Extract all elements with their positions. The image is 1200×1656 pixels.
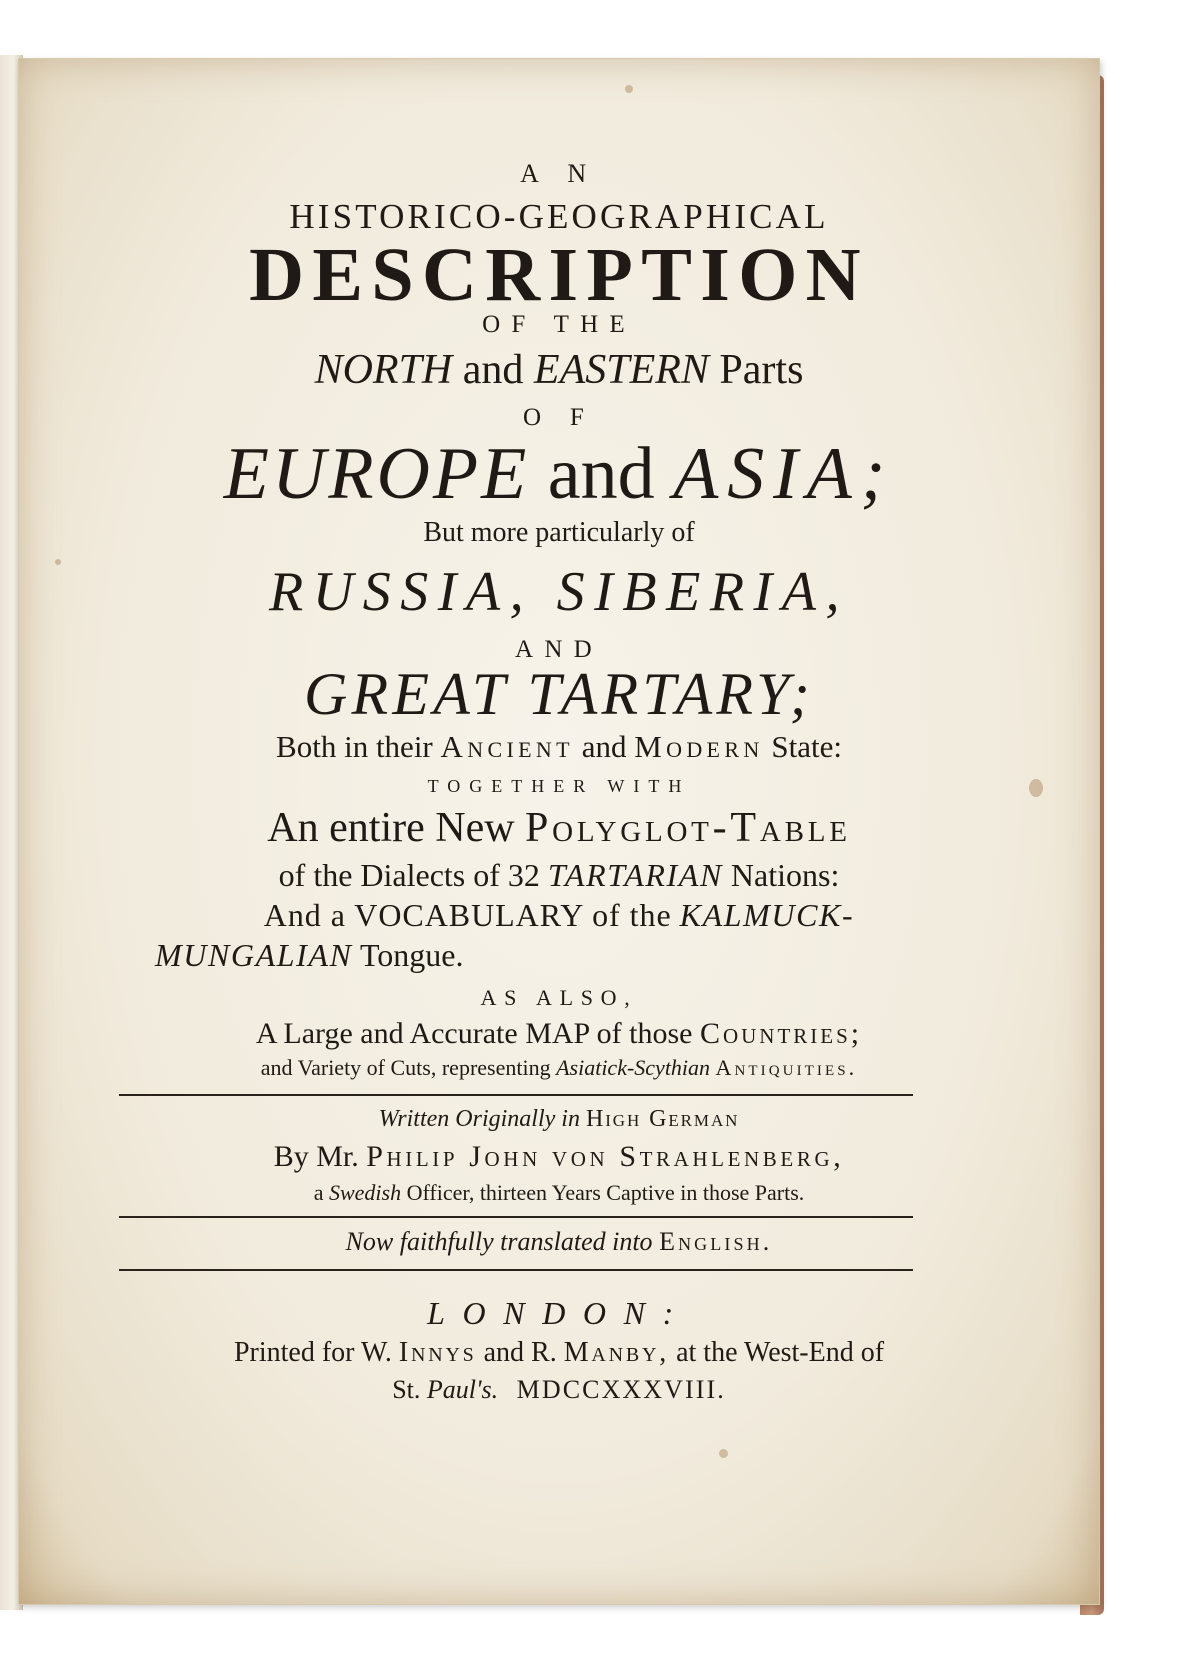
rule-top [119, 1094, 913, 1096]
text-dialects: of the Dialects of 32 [278, 857, 540, 893]
text-entire-new: An entire New [267, 805, 515, 851]
text-written-originally: Written Originally in [378, 1106, 580, 1132]
text-pauls: Paul's. [426, 1375, 499, 1404]
text-both-in-their: Both in their [276, 729, 433, 764]
title-line-of: O F [523, 404, 595, 431]
title-translated [19, 1229, 1099, 1255]
title-page [18, 58, 1100, 1605]
text-west-end: at the West-End of [676, 1337, 885, 1368]
title-line-an: A N [520, 159, 598, 188]
title-description: DESCRIPTION [249, 233, 869, 317]
text-cuts: and Variety of Cuts, representing [260, 1055, 551, 1080]
author-name: Philip John von Strahlenberg, [366, 1140, 845, 1173]
word-tongue: Tongue. [359, 937, 464, 973]
text-a: a [313, 1180, 324, 1205]
title-swedish-officer [19, 1182, 1099, 1204]
foxing-spot [625, 85, 633, 93]
word-asiatick-scythian: Asiatick-Scythian [556, 1055, 711, 1080]
title-europe-asia [19, 433, 1099, 515]
word-eastern: EASTERN [533, 347, 709, 393]
word-asia: ASIA; [673, 433, 895, 515]
imprint-london: LONDON: [427, 1295, 691, 1331]
rule-bottom [119, 1269, 913, 1271]
rule-middle [119, 1216, 913, 1218]
word-english: English. [659, 1227, 773, 1256]
title-as-also: AS ALSO, [480, 985, 638, 1010]
title-vocabulary [19, 899, 1099, 931]
imprint-year: MDCCXXXVIII. [516, 1375, 726, 1404]
text-and-r: and R. [483, 1337, 557, 1368]
text-by-mr: By Mr. [273, 1140, 359, 1173]
word-swedish: Swedish [328, 1180, 402, 1205]
word-state: State: [771, 729, 842, 764]
title-polyglot-table [19, 807, 1099, 849]
word-parts: Parts [719, 347, 804, 393]
text-officer: Officer, thirteen Years Captive in those Parts. [406, 1180, 805, 1205]
word-mungalian: MUNGALIAN [155, 937, 353, 973]
title-line-ofthe: OF THE [482, 311, 636, 338]
title-north-eastern [19, 349, 1099, 391]
title-particularly: But more particularly of [423, 517, 695, 548]
imprint-printers [19, 1339, 1099, 1367]
title-both-ancient-modern [19, 731, 1099, 762]
title-dialects [19, 859, 1099, 891]
title-together-with: TOGETHER WITH [427, 776, 691, 796]
text-printed-for: Printed for W. [233, 1337, 392, 1368]
word-and: and [581, 729, 627, 764]
title-line-historico: HISTORICO-GEOGRAPHICAL [289, 197, 829, 236]
title-author [19, 1142, 1099, 1172]
title-map [19, 1019, 1099, 1049]
title-cuts [19, 1057, 1099, 1079]
text-st: St. [392, 1375, 421, 1404]
title-mungalian [19, 939, 1099, 971]
word-and: and [547, 433, 655, 515]
name-innys: Innys [398, 1337, 477, 1368]
imprint-date [19, 1377, 1099, 1403]
word-north: NORTH [314, 347, 453, 393]
text-vocabulary: And a VOCABULARY of the [263, 897, 672, 933]
word-polyglot-table: Polyglot-Table [525, 805, 851, 851]
title-line-and: AND [515, 636, 603, 663]
word-modern: Modern [634, 729, 764, 764]
text-map: A Large and Accurate MAP of those [255, 1017, 693, 1050]
word-kalmuck: KALMUCK- [679, 897, 855, 933]
word-tartarian: TARTARIAN [547, 857, 723, 893]
word-and: and [462, 347, 524, 393]
name-manby: Manby, [563, 1337, 670, 1368]
text-now-translated: Now faithfully translated into [345, 1227, 653, 1256]
word-high-german: High German [585, 1106, 740, 1132]
title-russia-siberia: RUSSIA, SIBERIA, [269, 561, 849, 623]
word-antiquities: Antiquities. [715, 1055, 858, 1080]
title-great-tartary: GREAT TARTARY; [304, 661, 814, 727]
word-ancient: Ancient [440, 729, 574, 764]
word-europe: EUROPE [223, 433, 530, 515]
foxing-spot [719, 1449, 728, 1458]
word-countries: Countries; [699, 1017, 863, 1050]
word-nations: Nations: [730, 857, 840, 893]
title-written [19, 1107, 1099, 1131]
